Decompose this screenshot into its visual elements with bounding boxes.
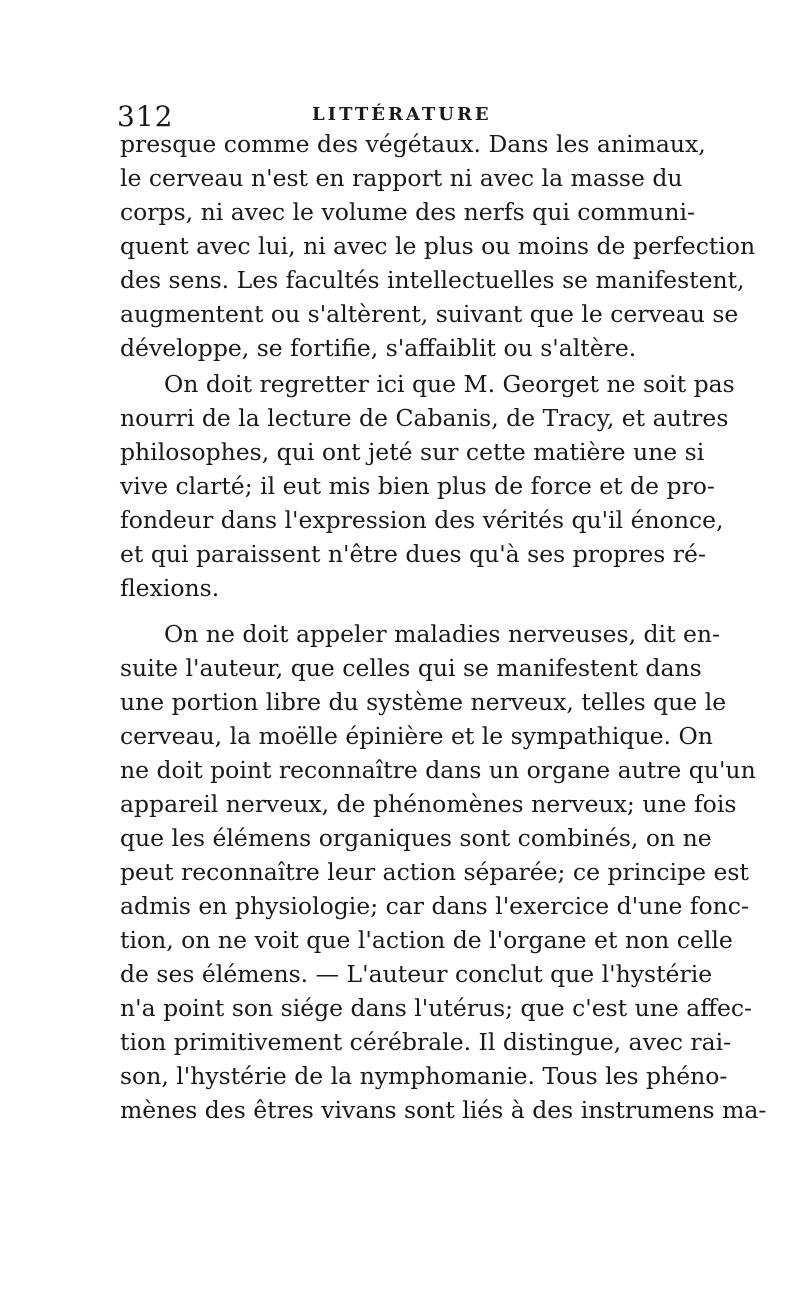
text-line: flexions. xyxy=(120,574,220,602)
text-line: appareil nerveux, de phénomènes nerveux; une fois xyxy=(120,790,737,818)
text-line: mènes des êtres vivans sont liés à des instrumens ma- xyxy=(120,1096,767,1124)
text-line: suite l'auteur, que celles qui se manifestent dans xyxy=(120,654,702,682)
page-number: 312 xyxy=(117,100,174,133)
text-line: de ses élémens. — L'auteur conclut que l'hystérie xyxy=(120,960,713,988)
text-line: admis en physiologie; car dans l'exercice d'une fonc- xyxy=(120,892,749,920)
text-line: quent avec lui, ni avec le plus ou moins de perfection xyxy=(120,232,756,260)
text-line: nourri de la lecture de Cabanis, de Tracy, et autres xyxy=(120,404,729,432)
text-line: le cerveau n'est en rapport ni avec la masse du xyxy=(120,164,683,192)
text-line: augmentent ou s'altèrent, suivant que le cerveau se xyxy=(120,300,739,328)
text-line: On ne doit appeler maladies nerveuses, dit en- xyxy=(164,620,720,648)
text-line: fondeur dans l'expression des vérités qu'il énonce, xyxy=(120,506,724,534)
running-head: LITTÉRATURE xyxy=(312,104,492,125)
text-line: presque comme des végétaux. Dans les animaux, xyxy=(120,130,706,158)
text-line: cerveau, la moëlle épinière et le sympathique. On xyxy=(120,722,713,750)
text-line: philosophes, qui ont jeté sur cette matière une si xyxy=(120,438,705,466)
text-line: corps, ni avec le volume des nerfs qui communi- xyxy=(120,198,695,226)
text-line: vive clarté; il eut mis bien plus de force et de pro- xyxy=(120,472,715,500)
text-line: des sens. Les facultés intellectuelles se manifestent, xyxy=(120,266,745,294)
text-line: que les élémens organiques sont combinés, on ne xyxy=(120,824,712,852)
text-line: une portion libre du système nerveux, telles que le xyxy=(120,688,727,716)
text-line: On doit regretter ici que M. Georget ne soit pas xyxy=(164,370,735,398)
text-line: peut reconnaître leur action séparée; ce principe est xyxy=(120,858,749,886)
text-line: son, l'hystérie de la nymphomanie. Tous les phéno- xyxy=(120,1062,728,1090)
text-line: tion primitivement cérébrale. Il distingue, avec rai- xyxy=(120,1028,732,1056)
text-line: tion, on ne voit que l'action de l'organe et non celle xyxy=(120,926,733,954)
text-line: n'a point son siége dans l'utérus; que c'est une affec- xyxy=(120,994,752,1022)
text-line: ne doit point reconnaître dans un organe autre qu'un xyxy=(120,756,756,784)
text-line: et qui paraissent n'être dues qu'à ses propres ré- xyxy=(120,540,706,568)
text-line: développe, se fortifie, s'affaiblit ou s'altère. xyxy=(120,334,637,362)
